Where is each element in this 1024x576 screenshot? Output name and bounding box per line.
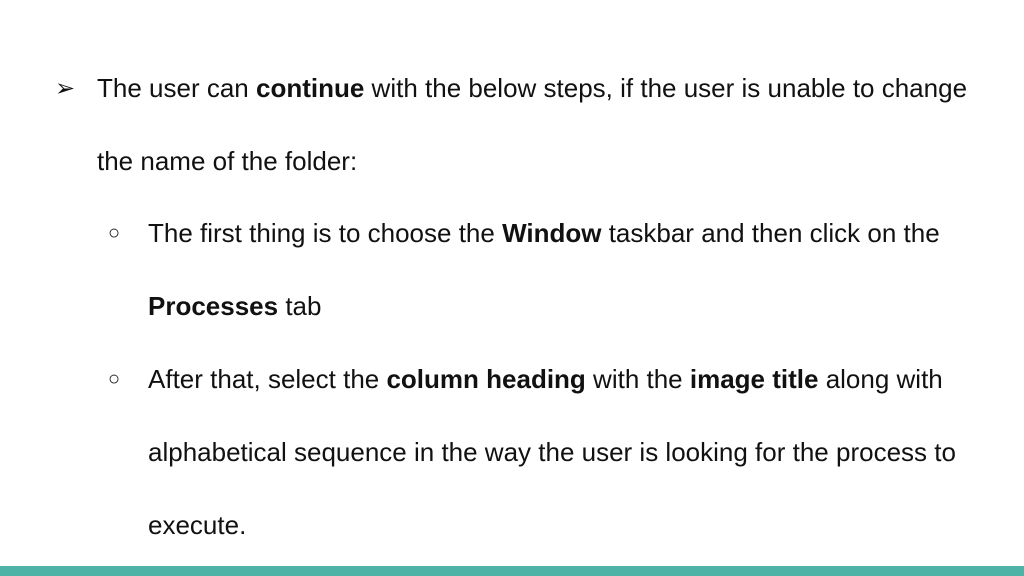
footer-accent-bar [0,566,1024,576]
text-segment: tab [278,291,322,321]
bold-text-segment: continue [255,73,365,103]
text-segment: The user can [97,73,256,103]
text-segment: The first thing is to choose the [148,218,503,248]
bullet-text [148,197,988,343]
bold-text-segment: column heading [386,364,586,394]
text-segment: with the below steps, if the user is unable to change the name of the folder: [97,73,968,176]
circle-bullet-icon: ○ [108,222,121,244]
text-segment: along with alphabetical sequence in the way the user is looking for the process to execute. [148,364,956,540]
bold-text-segment: Window [502,218,602,248]
text-segment: with the [585,364,690,394]
circle-bullet-icon: ○ [108,368,121,390]
text-segment: After that, select the [148,364,387,394]
arrow-bullet-icon: ➢ [55,75,76,102]
text-segment: taskbar and then click on the [601,218,940,248]
bold-text-segment: image title [689,364,819,394]
bullet-text [97,52,997,198]
bullet-text [148,343,998,562]
bold-text-segment: Processes [148,291,279,321]
